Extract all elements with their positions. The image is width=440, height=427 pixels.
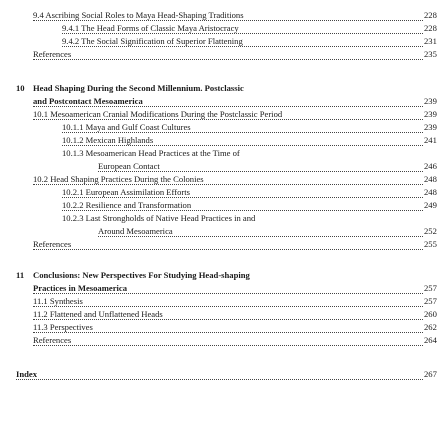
toc-entry-9-4-1: 9.4.1 The Head Forms of Classic Maya Aristocracy [62,24,423,35]
toc-entry-10-1: 10.1 Mesoamerican Cranial Modifications During the Postclassic Period [33,110,423,121]
toc-entry-9-4: 9.4 Ascribing Social Roles to Maya Head-Shaping Traditions [33,11,423,22]
dot-leader [33,59,423,60]
chapter-11-title-line-1: Conclusions: New Perspectives For Studying Head-shaping [33,271,250,280]
page-number: 249 [424,201,437,210]
dot-leader [33,332,423,333]
toc-entry-10-1-3-line-2: European Contact [98,162,423,173]
dot-leader [98,236,423,237]
dot-leader [33,249,423,250]
page-number: 264 [424,336,437,345]
dot-leader [33,306,423,307]
page-number: 241 [424,136,437,145]
chapter-11-title-line-2: Practices in Mesoamerica [33,284,423,295]
dot-leader [33,319,423,320]
toc-entry-10-2-3-line-2: Around Mesoamerica [98,227,423,238]
dot-leader [33,184,423,185]
toc-entry-references: References [33,336,423,347]
toc-entry-references: References [33,240,423,251]
dot-leader [33,20,423,21]
dot-leader [62,132,423,133]
page-number: 257 [424,284,437,293]
toc-entry-10-2-1: 10.2.1 European Assimilation Efforts [62,188,423,199]
chapter-10-title-line-2: and Postcontact Mesoamerica [33,97,423,108]
dot-leader [33,119,423,120]
page-number: 248 [424,188,437,197]
page-number: 239 [424,110,437,119]
page-number: 228 [424,11,437,20]
page-number: 231 [424,37,437,46]
toc-entry-11-1: 11.1 Synthesis [33,297,423,308]
page-number: 246 [424,162,437,171]
toc-entry-10-1-1: 10.1.1 Maya and Gulf Coast Cultures [62,123,423,134]
chapter-10-title-line-1: Head Shaping During the Second Millennium. Postclassic [33,84,244,93]
page-number: 257 [424,297,437,306]
toc-entry-11-2: 11.2 Flattened and Unflattened Heads [33,310,423,321]
dot-leader [98,171,423,172]
page-number: 267 [424,370,437,379]
toc-entry-10-2-2: 10.2.2 Resilience and Transformation [62,201,423,212]
page-number: 255 [424,240,437,249]
dot-leader [33,106,423,107]
page-number: 260 [424,310,437,319]
toc-entry-references: References [33,50,423,61]
page-number: 235 [424,50,437,59]
page-number: 262 [424,323,437,332]
toc-entry-10-1-2: 10.1.2 Mexican Highlands [62,136,423,147]
chapter-number: 10 [16,83,25,93]
page-number: 252 [424,227,437,236]
toc-entry-11-3: 11.3 Perspectives [33,323,423,334]
dot-leader [33,293,423,294]
page-number: 228 [424,24,437,33]
toc-entry-9-4-2: 9.4.2 The Social Signification of Superior Flattening [62,37,423,48]
toc-entry-index: Index [16,370,423,381]
page-number: 239 [424,97,437,106]
chapter-number: 11 [16,270,25,280]
dot-leader [16,379,423,380]
dot-leader [62,33,423,34]
page-number: 239 [424,123,437,132]
page-number: 248 [424,175,437,184]
dot-leader [62,197,423,198]
toc-entry-10-2-3-line-1: 10.2.3 Last Strongholds of Native Head Practices in and [62,214,256,223]
dot-leader [62,46,423,47]
toc-entry-10-1-3-line-1: 10.1.3 Mesoamerican Head Practices at the Time of [62,149,240,158]
dot-leader [62,145,423,146]
dot-leader [33,345,423,346]
dot-leader [62,210,423,211]
toc-entry-10-2: 10.2 Head Shaping Practices During the Colonies [33,175,423,186]
